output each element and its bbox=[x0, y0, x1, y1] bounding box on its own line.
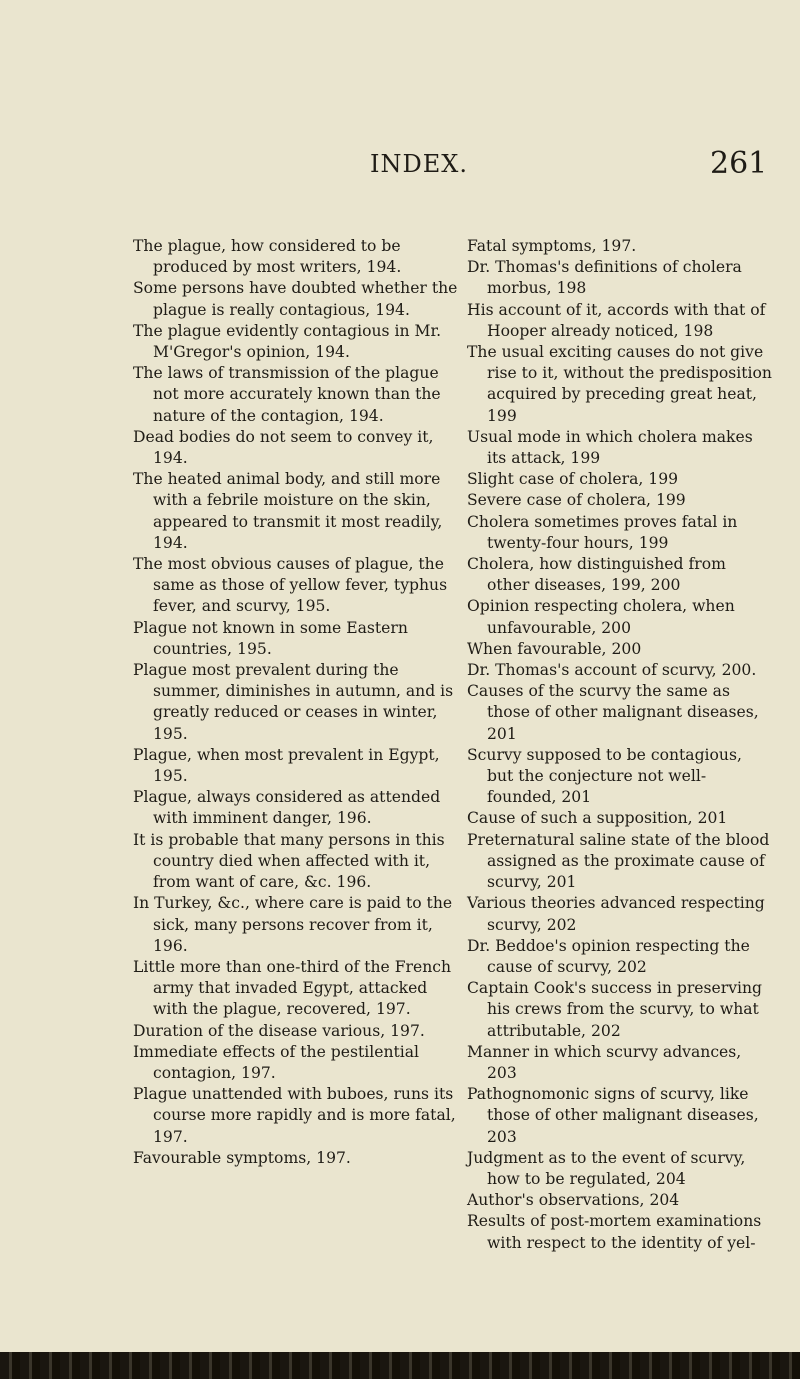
running-title: INDEX. bbox=[370, 150, 468, 178]
index-entry: Opinion respecting cholera, when unfavourable, 200 bbox=[467, 597, 735, 637]
index-entry: Usual mode in which cholera makes its attack, 199 bbox=[467, 427, 753, 468]
page-edge-band bbox=[0, 1352, 800, 1379]
index-entry: The plague, how considered to be produced by most writers, 194. bbox=[133, 237, 402, 277]
index-entry: Scurvy supposed to be contagious, but the conjecture not well-founded, 201 bbox=[467, 745, 742, 807]
index-entry: Results of post-mortem examinations with respect to the identity of yel- bbox=[467, 1212, 762, 1252]
page-header bbox=[0, 146, 800, 190]
index-entry: Dr. Beddoe's opinion respecting the cause of scurvy, 202 bbox=[467, 936, 750, 976]
index-entry: Dr. Thomas's account of scurvy, 200. bbox=[467, 661, 757, 680]
index-entry: Favourable symptoms, 197. bbox=[133, 1148, 351, 1167]
index-entry: In Turkey, &c., where care is paid to the sick, many persons recover from it, 196. bbox=[133, 894, 453, 955]
index-entry: Dr. Thomas's definitions of cholera morbus, 198 bbox=[467, 258, 742, 298]
index-entry: Cholera, how distinguished from other diseases, 199, 200 bbox=[467, 555, 726, 595]
page-number: 261 bbox=[710, 146, 768, 181]
index-entry: His account of it, accords with that of Hooper already noticed, 198 bbox=[467, 300, 766, 340]
index-entry: Little more than one-third of the French army that invaded Egypt, attacked with the plague, recovered, 197. bbox=[133, 957, 452, 1019]
index-entry: Duration of the disease various, 197. bbox=[133, 1021, 425, 1040]
index-entry: Immediate effects of the pestilential contagion, 197. bbox=[133, 1042, 420, 1082]
index-entry: Severe case of cholera, 199 bbox=[467, 491, 686, 510]
index-entry: Plague not known in some Eastern countries, 195. bbox=[133, 618, 408, 658]
index-entry: Plague most prevalent during the summer, diminishes in autumn, and is greatly reduced or ceases in winter, 195. bbox=[133, 661, 454, 743]
index-entry: The heated animal body, and still more with a febrile moisture on the skin, appeared to transmit it most readily, 194. bbox=[133, 470, 443, 552]
index-entry: Judgment as to the event of scurvy, how to be regulated, 204 bbox=[467, 1148, 746, 1188]
index-entry: Various theories advanced respecting scurvy, 202 bbox=[467, 894, 765, 934]
index-entry: Plague unattended with buboes, runs its course more rapidly and is more fatal, 197. bbox=[133, 1085, 456, 1146]
index-entry: Captain Cook's success in preserving his crews from the scurvy, to what attributable, 202 bbox=[467, 979, 763, 1040]
index-entry: Manner in which scurvy advances, 203 bbox=[467, 1042, 742, 1082]
index-entry: Preternatural saline state of the blood assigned as the proximate cause of scurvy, 201 bbox=[467, 830, 770, 892]
index-entry: Plague, always considered as attended with imminent danger, 196. bbox=[133, 788, 441, 828]
index-entry: When favourable, 200 bbox=[467, 639, 642, 658]
index-entry: Plague, when most prevalent in Egypt, 195. bbox=[133, 745, 440, 786]
index-entry: The laws of transmission of the plague not more accurately known than the nature of the contagion, 194. bbox=[133, 364, 441, 425]
index-entry: Dead bodies do not seem to convey it, 194. bbox=[133, 427, 434, 468]
index-entry: Fatal symptoms, 197. bbox=[467, 237, 637, 255]
index-entry: The plague evidently contagious in Mr. M'Gregor's opinion, 194. bbox=[133, 321, 442, 362]
left-column bbox=[133, 236, 465, 1169]
right-column bbox=[467, 236, 772, 1254]
index-entry: The most obvious causes of plague, the same as those of yellow fever, typhus fever, and scurvy, 195. bbox=[133, 555, 448, 616]
index-entry: Pathognomonic signs of scurvy, like those of other malignant diseases, 203 bbox=[467, 1085, 759, 1146]
index-entry: The usual exciting causes do not give rise to it, without the predisposition acquired by preceding great heat, 199 bbox=[467, 343, 772, 425]
index-entry: Cause of such a supposition, 201 bbox=[467, 809, 728, 828]
index-entry: Slight case of cholera, 199 bbox=[467, 470, 679, 489]
index-entry: It is probable that many persons in this country died when affected with it, from want of care, &c. 196. bbox=[133, 830, 445, 892]
index-entry: Some persons have doubted whether the plague is really contagious, 194. bbox=[133, 279, 458, 319]
index-entry: Causes of the scurvy the same as those of other malignant diseases, 201 bbox=[467, 682, 759, 743]
index-entry: Author's observations, 204 bbox=[467, 1191, 680, 1210]
index-entry: Cholera sometimes proves fatal in twenty-four hours, 199 bbox=[467, 512, 738, 552]
